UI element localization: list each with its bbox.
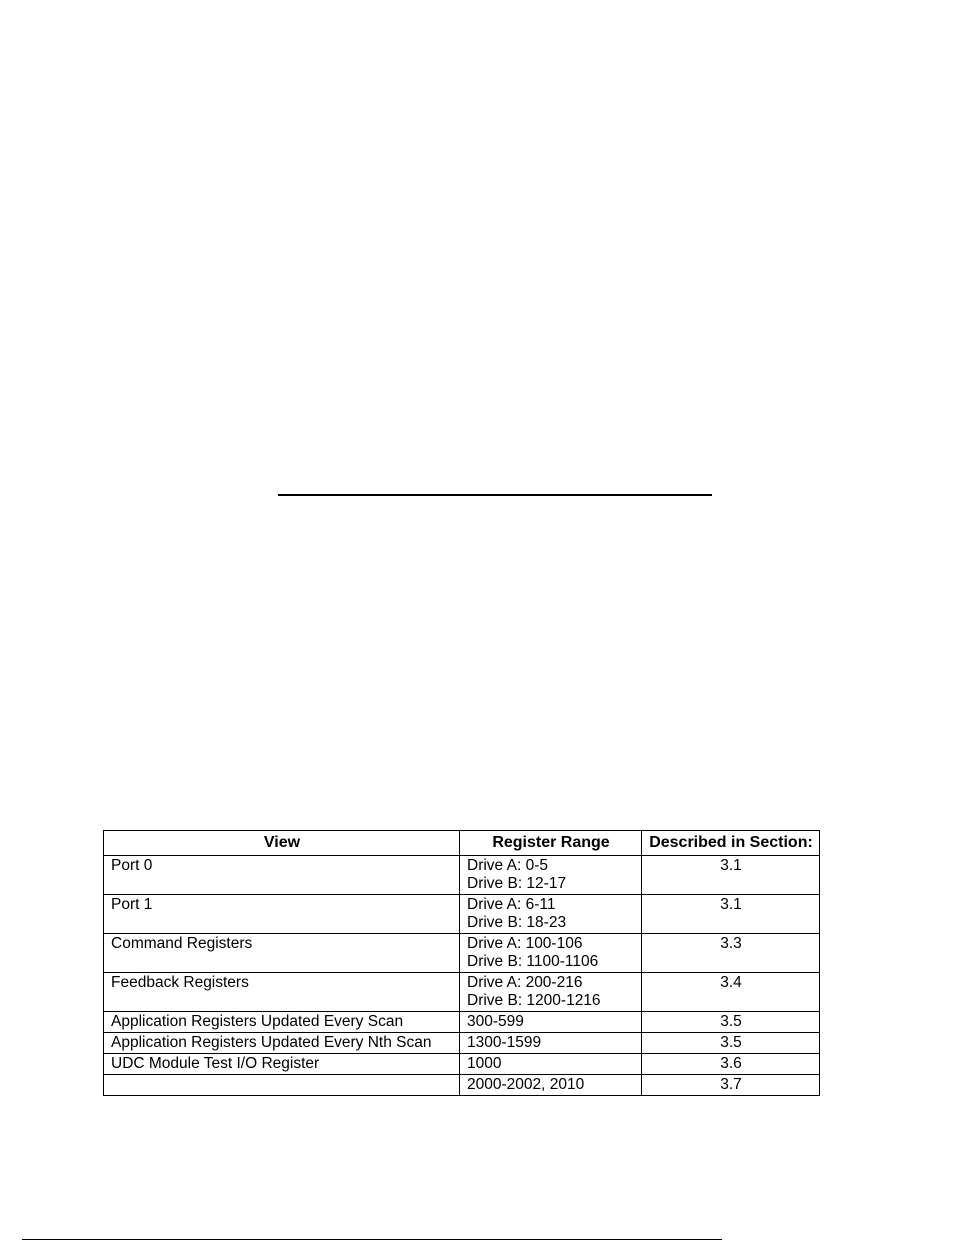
range-line: Drive A: 0-5 (467, 857, 548, 874)
header-register-range: Register Range (460, 831, 642, 856)
range-line: Drive A: 100-106 (467, 935, 583, 952)
table-row (104, 856, 820, 895)
range-line: Drive B: 18-23 (467, 914, 567, 931)
table-row (104, 1033, 820, 1054)
view-cell: Command Registers (104, 934, 460, 973)
table-row (104, 1012, 820, 1033)
section-cell: 3.1 (642, 895, 820, 934)
view-cell: Application Registers Updated Every Nth Scan (104, 1033, 460, 1054)
range-line: Drive B: 1100-1106 (467, 953, 599, 970)
register-map-table (103, 830, 820, 1096)
range-cell: 300-599 (460, 1012, 642, 1033)
table-row (104, 1075, 820, 1096)
header-described-in-section: Described in Section: (642, 831, 820, 856)
table-row (104, 895, 820, 934)
section-cell: 3.5 (642, 1012, 820, 1033)
footer-rule (22, 1239, 722, 1240)
header-view: View (104, 831, 460, 856)
table-row (104, 973, 820, 1012)
section-cell: 3.1 (642, 856, 820, 895)
range-line: Drive A: 6-11 (467, 896, 556, 913)
range-cell (460, 856, 642, 895)
range-cell: 1300-1599 (460, 1033, 642, 1054)
range-cell: 1000 (460, 1054, 642, 1075)
range-cell (460, 934, 642, 973)
range-cell: 2000-2002, 2010 (460, 1075, 642, 1096)
range-line: Drive B: 1200-1216 (467, 992, 601, 1009)
view-cell: UDC Module Test I/O Register (104, 1054, 460, 1075)
table-row (104, 934, 820, 973)
range-line: Drive A: 200-216 (467, 974, 583, 991)
section-cell: 3.4 (642, 973, 820, 1012)
view-cell (104, 1075, 460, 1096)
view-cell: Feedback Registers (104, 973, 460, 1012)
range-cell (460, 895, 642, 934)
view-cell: Port 0 (104, 856, 460, 895)
section-cell: 3.6 (642, 1054, 820, 1075)
range-cell (460, 973, 642, 1012)
view-cell: Application Registers Updated Every Scan (104, 1012, 460, 1033)
table-header-row (104, 831, 820, 856)
title-underline (278, 494, 712, 496)
section-cell: 3.3 (642, 934, 820, 973)
range-line-clipped (467, 914, 635, 932)
table-row (104, 1054, 820, 1075)
section-cell: 3.5 (642, 1033, 820, 1054)
section-cell: 3.7 (642, 1075, 820, 1096)
view-cell: Port 1 (104, 895, 460, 934)
range-line: Drive B: 12-17 (467, 875, 567, 892)
